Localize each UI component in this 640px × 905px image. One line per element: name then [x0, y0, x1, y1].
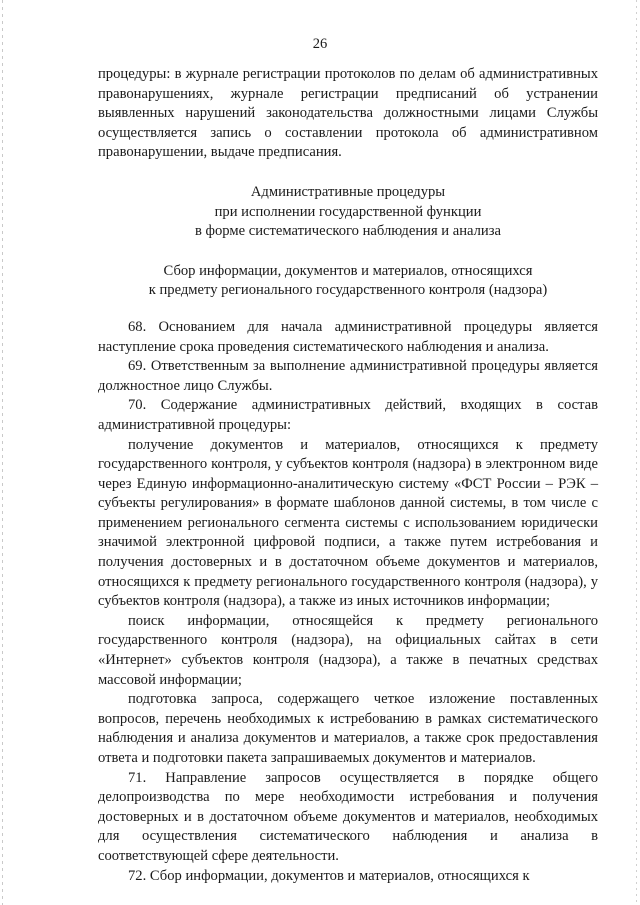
- document-body: [98, 65, 598, 886]
- list-item-request: подготовка запроса, содержащего четкое изложение поставленных вопросов, перечень необходимых к истребованию в рамках систематического наблюдения и анализа документов и материалов, а также срок предоставления ответа и подготовки пакета запрашиваемых документов и материалов.: [98, 691, 598, 766]
- scan-edge-right: [636, 0, 637, 905]
- list-item-documents: получение документов и материалов, относящихся к предмету государственного контроля, у субъектов контроля (надзора) в электронном виде через Единую информационно-аналитическую систему «ФСТ России – РЭК – субъекты регулирования» в формате шаблонов данной системы, в том числе с применением регионального сегмента системы с использованием юридически значимой электронной цифровой подписи, а также путем истребования и получения достоверных и в достаточном объеме документов и материалов, относящихся к предмету регионального государственного контроля (надзора), у субъектов контроля (надзора), а также из иных источников информации;: [98, 436, 598, 610]
- section-heading-line-2: при исполнении государственной функции: [214, 203, 482, 220]
- intro-paragraph: процедуры: в журнале регистрации протоколов по делам об административных правонарушениях, журнале регистрации предписаний об устранении выявленных нарушений законодательства должностными лицами Службы осуществляется запись о составлении протокола об административном правонарушении, выдаче предписания.: [98, 66, 598, 161]
- section-heading-line-3: в форме систематического наблюдения и анализа: [194, 223, 501, 240]
- paragraph-70: 70. Содержание административных действий, входящих в состав административной процедуры:: [98, 397, 598, 433]
- section-heading-line-1: Административные процедуры: [250, 183, 446, 200]
- subsection-heading: [98, 262, 598, 301]
- scan-edge-left: [2, 0, 3, 905]
- section-heading: [98, 183, 598, 242]
- paragraph-72: 72. Сбор информации, документов и материалов, относящихся к: [128, 867, 530, 884]
- list-item-search: поиск информации, относящейся к предмету регионального государственного контроля (надзора), на официальных сайтах в сети «Интернет» субъектов контроля (надзора), а также в печатных средствах массовой информации;: [98, 612, 598, 688]
- paragraph-69: 69. Ответственным за выполнение административной процедуры является должностное лицо Службы.: [98, 358, 598, 394]
- spacer: [98, 163, 598, 183]
- paragraph-68: 68. Основанием для начала административной процедуры является наступление срока проведения систематического наблюдения и анализа.: [98, 318, 598, 355]
- spacer: [98, 242, 598, 262]
- subsection-heading-line-2: к предмету регионального государственного контроля (надзора): [148, 282, 548, 299]
- page-number: 26: [312, 36, 328, 52]
- paragraph-71: 71. Направление запросов осуществляется в порядке общего делопроизводства по мере необходимости истребования и получения достоверных и в достаточном объеме документов и материалов, необходимых для осуществления систематического наблюдения и анализа в соответствующей сфере деятельности.: [98, 769, 598, 864]
- spacer: [98, 301, 598, 318]
- subsection-heading-line-1: Сбор информации, документов и материалов, относящихся: [163, 262, 533, 279]
